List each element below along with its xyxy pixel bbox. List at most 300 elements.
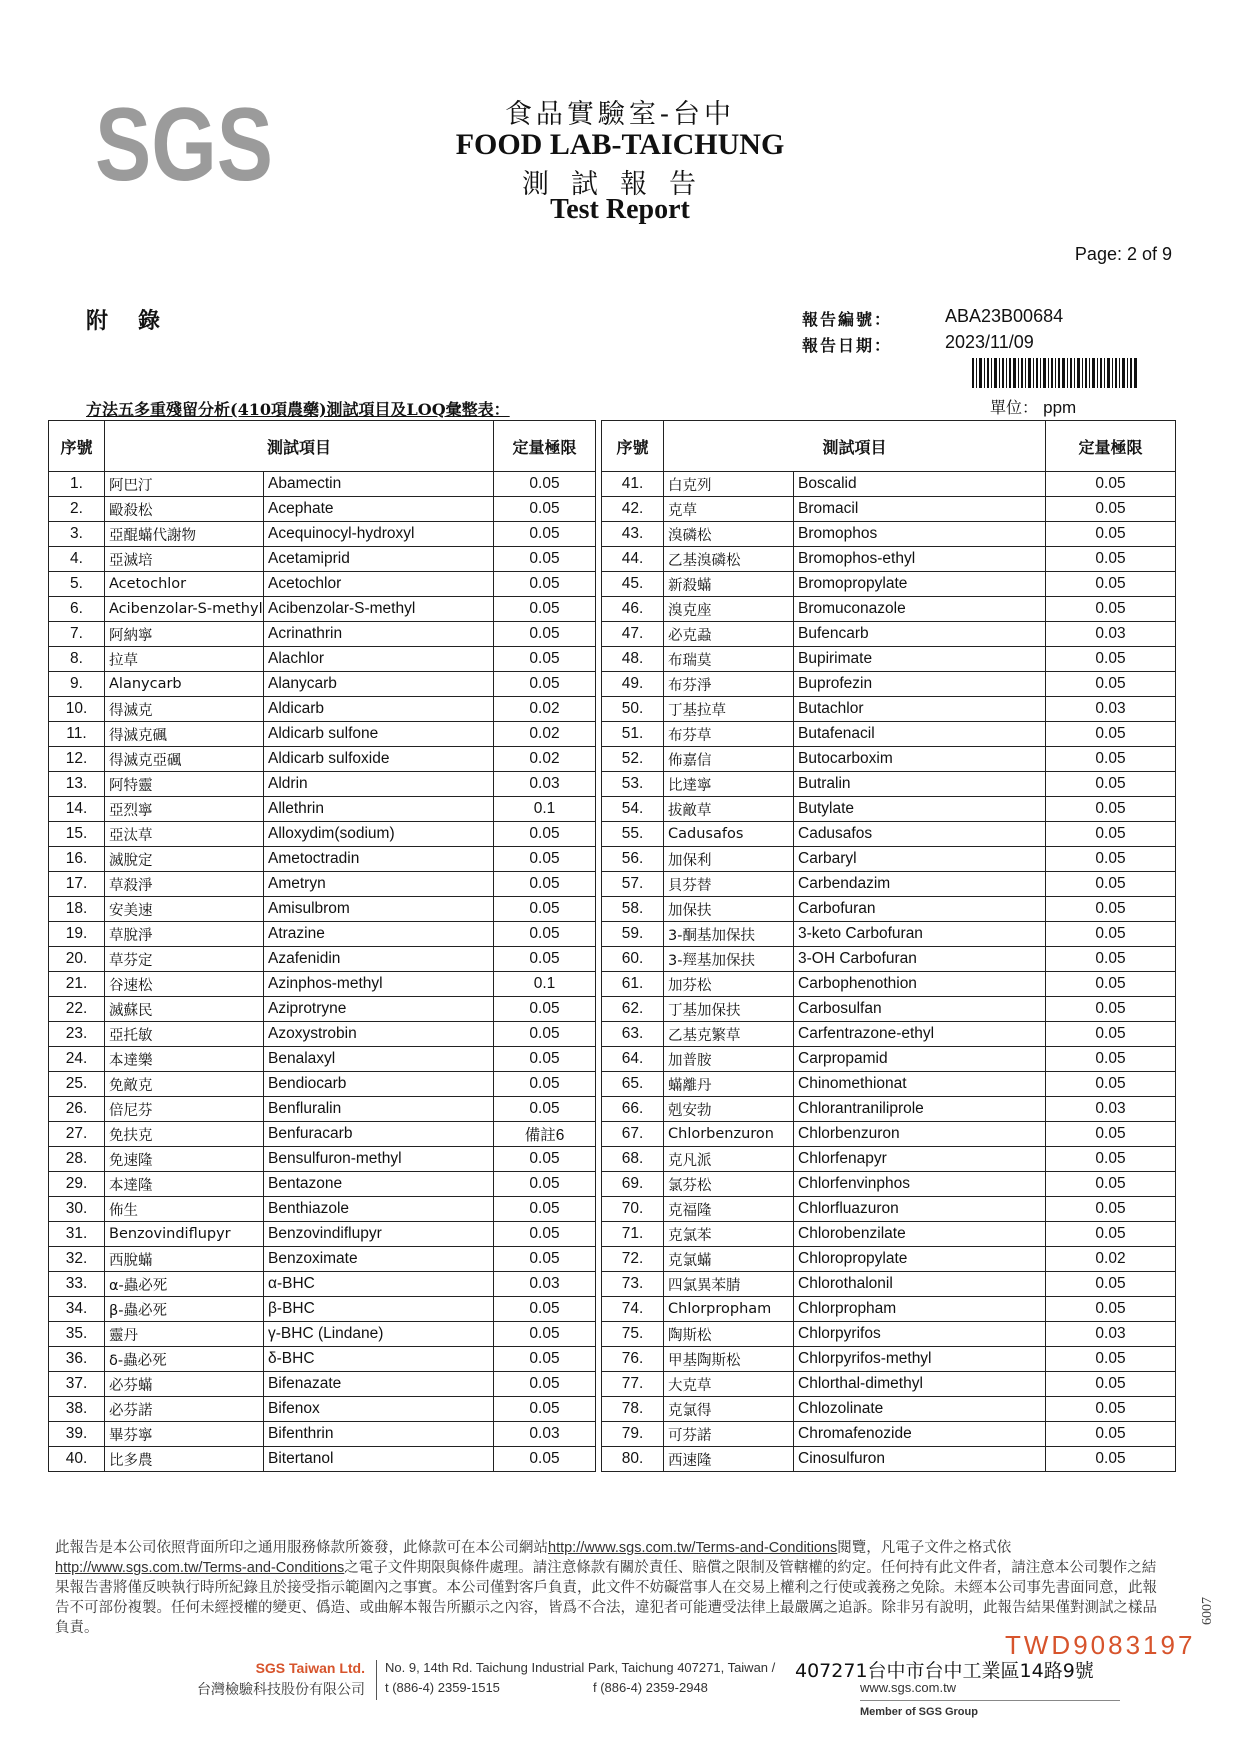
header-no: 序號 xyxy=(49,421,105,472)
table-row xyxy=(49,922,596,947)
sgs-logo xyxy=(95,87,275,203)
row-number: 14. xyxy=(49,797,105,822)
table-row xyxy=(602,1197,1176,1222)
english-name: Ametoctradin xyxy=(264,847,494,872)
chinese-name: 加保扶 xyxy=(664,897,794,922)
english-name: γ-BHC (Lindane) xyxy=(264,1322,494,1347)
table-row xyxy=(49,1347,596,1372)
row-number: 78. xyxy=(602,1397,664,1422)
english-name: 3-keto Carbofuran xyxy=(794,922,1046,947)
loq-value: 0.05 xyxy=(1046,897,1176,922)
english-name: Bentazone xyxy=(264,1172,494,1197)
loq-value: 0.05 xyxy=(494,547,596,572)
english-name: Chinomethionat xyxy=(794,1072,1046,1097)
chinese-name: 丁基拉草 xyxy=(664,697,794,722)
english-name: Carbophenothion xyxy=(794,972,1046,997)
unit-label: 單位： xyxy=(990,398,1039,417)
lab-name-zh: 食品實驗室-台中 xyxy=(504,99,736,130)
report-title-zh: 測試報告 xyxy=(522,169,718,200)
chinese-name: 克氯蟎 xyxy=(664,1247,794,1272)
row-number: 72. xyxy=(602,1247,664,1272)
table-row xyxy=(49,597,596,622)
side-number: 6007 xyxy=(1200,1597,1215,1625)
row-number: 58. xyxy=(602,897,664,922)
english-name: Azoxystrobin xyxy=(264,1022,494,1047)
table-row xyxy=(49,672,596,697)
loq-value: 0.05 xyxy=(494,847,596,872)
row-number: 22. xyxy=(49,997,105,1022)
chinese-name: Chlorpropham xyxy=(664,1297,794,1322)
english-name: Azinphos-methyl xyxy=(264,972,494,997)
loq-value: 0.05 xyxy=(494,672,596,697)
table-row xyxy=(602,1172,1176,1197)
loq-value: 0.05 xyxy=(1046,597,1176,622)
table-row xyxy=(602,1372,1176,1397)
table-row xyxy=(602,897,1176,922)
row-number: 37. xyxy=(49,1372,105,1397)
table-row xyxy=(602,947,1176,972)
english-name: Chlorthal-dimethyl xyxy=(794,1372,1046,1397)
loq-value: 0.05 xyxy=(1046,1347,1176,1372)
row-number: 38. xyxy=(49,1397,105,1422)
chinese-name: 阿特靈 xyxy=(105,772,264,797)
english-name: Aldrin xyxy=(264,772,494,797)
loq-value: 0.05 xyxy=(494,647,596,672)
english-name: Acrinathrin xyxy=(264,622,494,647)
row-number: 23. xyxy=(49,1022,105,1047)
english-name: Ametryn xyxy=(264,872,494,897)
table-row xyxy=(602,1272,1176,1297)
table-row xyxy=(602,822,1176,847)
table-row xyxy=(602,872,1176,897)
chinese-name: 草芬定 xyxy=(105,947,264,972)
table-row xyxy=(602,572,1176,597)
table-row xyxy=(49,522,596,547)
website-link[interactable]: www.sgs.com.tw xyxy=(860,1680,957,1695)
document-serial: TWD9083197 xyxy=(1005,1630,1196,1660)
row-number: 4. xyxy=(49,547,105,572)
loq-value: 0.05 xyxy=(1046,1222,1176,1247)
chinese-name: 溴克座 xyxy=(664,597,794,622)
english-name: Chlorfluazuron xyxy=(794,1197,1046,1222)
chinese-name: 必克蝨 xyxy=(664,622,794,647)
loq-value: 0.05 xyxy=(1046,847,1176,872)
loq-value: 0.05 xyxy=(1046,822,1176,847)
chinese-name: 亞托敏 xyxy=(105,1022,264,1047)
loq-value: 0.05 xyxy=(1046,472,1176,497)
chinese-name: 加芬松 xyxy=(664,972,794,997)
row-number: 1. xyxy=(49,472,105,497)
loq-value: 0.05 xyxy=(494,472,596,497)
disclaimer xyxy=(55,1538,1170,1638)
row-number: 52. xyxy=(602,747,664,772)
english-name: Carbosulfan xyxy=(794,997,1046,1022)
chinese-name: 本達樂 xyxy=(105,1047,264,1072)
barcode xyxy=(972,358,1137,388)
english-name: Carpropamid xyxy=(794,1047,1046,1072)
row-number: 49. xyxy=(602,672,664,697)
table-row xyxy=(49,997,596,1022)
loq-value: 0.03 xyxy=(1046,1097,1176,1122)
loq-value: 0.05 xyxy=(494,1247,596,1272)
chinese-name: 丁基加保扶 xyxy=(664,997,794,1022)
fax: f (886-4) 2359-2948 xyxy=(593,1680,708,1695)
table-row xyxy=(602,1422,1176,1447)
loq-value: 0.05 xyxy=(1046,1397,1176,1422)
chinese-name: 得滅克碸 xyxy=(105,722,264,747)
loq-value: 0.05 xyxy=(494,1447,596,1472)
row-number: 43. xyxy=(602,522,664,547)
row-number: 20. xyxy=(49,947,105,972)
english-name: Bromuconazole xyxy=(794,597,1046,622)
header-no: 序號 xyxy=(602,421,664,472)
table-row xyxy=(602,797,1176,822)
loq-value: 0.05 xyxy=(494,947,596,972)
header-item: 測試項目 xyxy=(105,421,494,472)
loq-value: 0.05 xyxy=(1046,872,1176,897)
appendix-title: 附錄 xyxy=(86,308,191,334)
row-number: 75. xyxy=(602,1322,664,1347)
table-row xyxy=(602,997,1176,1022)
loq-value: 0.05 xyxy=(494,522,596,547)
english-name: Carbaryl xyxy=(794,847,1046,872)
loq-value: 0.05 xyxy=(1046,647,1176,672)
chinese-name: 佈嘉信 xyxy=(664,747,794,772)
english-name: Carbofuran xyxy=(794,897,1046,922)
english-name: Bifenthrin xyxy=(264,1422,494,1447)
report-date-label: 報告日期： xyxy=(802,336,893,355)
table-row xyxy=(49,1097,596,1122)
chinese-name: 剋安勃 xyxy=(664,1097,794,1122)
row-number: 48. xyxy=(602,647,664,672)
chinese-name: 草殺淨 xyxy=(105,872,264,897)
loq-value: 0.05 xyxy=(494,1222,596,1247)
row-number: 25. xyxy=(49,1072,105,1097)
row-number: 24. xyxy=(49,1047,105,1072)
loq-value: 0.05 xyxy=(1046,1122,1176,1147)
loq-value: 0.05 xyxy=(494,572,596,597)
loq-value: 0.05 xyxy=(494,1297,596,1322)
chinese-name: 免扶克 xyxy=(105,1122,264,1147)
row-number: 33. xyxy=(49,1272,105,1297)
english-name: Alanycarb xyxy=(264,672,494,697)
loq-value: 0.05 xyxy=(494,1197,596,1222)
row-number: 16. xyxy=(49,847,105,872)
row-number: 8. xyxy=(49,647,105,672)
english-name: Chlorpyrifos-methyl xyxy=(794,1347,1046,1372)
loq-value: 0.05 xyxy=(494,1172,596,1197)
table-row xyxy=(49,747,596,772)
english-name: Benzovindiflupyr xyxy=(264,1222,494,1247)
chinese-name: 可芬諾 xyxy=(664,1422,794,1447)
english-name: Bromacil xyxy=(794,497,1046,522)
loq-value: 0.05 xyxy=(1046,772,1176,797)
loq-value: 0.05 xyxy=(494,872,596,897)
loq-value: 0.1 xyxy=(494,972,596,997)
loq-value: 0.03 xyxy=(1046,622,1176,647)
table-row xyxy=(49,622,596,647)
row-number: 71. xyxy=(602,1222,664,1247)
english-name: Aziprotryne xyxy=(264,997,494,1022)
chinese-name: 克福隆 xyxy=(664,1197,794,1222)
table-row xyxy=(49,472,596,497)
table-row xyxy=(49,722,596,747)
row-number: 79. xyxy=(602,1422,664,1447)
lab-name-en: FOOD LAB-TAICHUNG xyxy=(455,128,785,161)
loq-value: 0.03 xyxy=(494,1272,596,1297)
chinese-name: 阿納寧 xyxy=(105,622,264,647)
table-row xyxy=(49,1022,596,1047)
english-name: Alachlor xyxy=(264,647,494,672)
row-number: 80. xyxy=(602,1447,664,1472)
chinese-name: Alanycarb xyxy=(105,672,264,697)
row-number: 29. xyxy=(49,1172,105,1197)
row-number: 11. xyxy=(49,722,105,747)
table-row xyxy=(602,522,1176,547)
chinese-name: 安美速 xyxy=(105,897,264,922)
row-number: 21. xyxy=(49,972,105,997)
english-name: Bifenox xyxy=(264,1397,494,1422)
row-number: 18. xyxy=(49,897,105,922)
row-number: 77. xyxy=(602,1372,664,1397)
terms-link-2[interactable]: http://www.sgs.com.tw/Terms-and-Conditions xyxy=(55,1560,345,1576)
disclaimer-text-1: 此報告是本公司依照背面所印之通用服務條款所簽發，此條款可在本公司網站 xyxy=(55,1540,548,1556)
english-name: Cadusafos xyxy=(794,822,1046,847)
english-name: Butachlor xyxy=(794,697,1046,722)
header-item: 測試項目 xyxy=(664,421,1046,472)
english-name: Chlorbenzuron xyxy=(794,1122,1046,1147)
loq-value: 0.05 xyxy=(494,1097,596,1122)
row-number: 32. xyxy=(49,1247,105,1272)
loq-value: 0.02 xyxy=(1046,1247,1176,1272)
company-name-en: SGS Taiwan Ltd. xyxy=(255,1660,365,1676)
row-number: 44. xyxy=(602,547,664,572)
table-row xyxy=(602,1122,1176,1147)
table-row xyxy=(49,1447,596,1472)
row-number: 42. xyxy=(602,497,664,522)
table-row xyxy=(602,1297,1176,1322)
english-name: Butylate xyxy=(794,797,1046,822)
row-number: 60. xyxy=(602,947,664,972)
table-header-row xyxy=(49,421,596,472)
chinese-name: 靈丹 xyxy=(105,1322,264,1347)
english-name: Azafenidin xyxy=(264,947,494,972)
table-row xyxy=(602,472,1176,497)
loq-value: 0.05 xyxy=(494,1022,596,1047)
english-name: Chlorfenapyr xyxy=(794,1147,1046,1172)
chinese-name: 滅脫定 xyxy=(105,847,264,872)
table-row xyxy=(49,822,596,847)
table-row xyxy=(602,1397,1176,1422)
english-name: Chlorantraniliprole xyxy=(794,1097,1046,1122)
english-name: Acetamiprid xyxy=(264,547,494,572)
table-row xyxy=(49,897,596,922)
chinese-name: 比達寧 xyxy=(664,772,794,797)
row-number: 61. xyxy=(602,972,664,997)
loq-value: 0.03 xyxy=(494,1422,596,1447)
chinese-name: Chlorbenzuron xyxy=(664,1122,794,1147)
english-name: Atrazine xyxy=(264,922,494,947)
loq-value: 0.05 xyxy=(1046,1022,1176,1047)
chinese-name: 必芬諾 xyxy=(105,1397,264,1422)
chinese-name: δ-蟲必死 xyxy=(105,1347,264,1372)
chinese-name: 加普胺 xyxy=(664,1047,794,1072)
english-name: Amisulbrom xyxy=(264,897,494,922)
table-row xyxy=(602,1147,1176,1172)
report-no-value: ABA23B00684 xyxy=(945,306,1064,326)
footer-company xyxy=(165,1660,365,1699)
loq-value: 0.05 xyxy=(1046,1072,1176,1097)
loq-value: 0.03 xyxy=(1046,697,1176,722)
loq-value: 0.05 xyxy=(494,1047,596,1072)
chinese-name: 布芬淨 xyxy=(664,672,794,697)
english-name: Aldicarb xyxy=(264,697,494,722)
chinese-name: 滅蘇民 xyxy=(105,997,264,1022)
table-row xyxy=(602,922,1176,947)
table-row xyxy=(49,1072,596,1097)
loq-value: 0.05 xyxy=(1046,1047,1176,1072)
row-number: 69. xyxy=(602,1172,664,1197)
table-row xyxy=(49,1322,596,1347)
english-name: Bensulfuron-methyl xyxy=(264,1147,494,1172)
table-row xyxy=(602,1072,1176,1097)
row-number: 56. xyxy=(602,847,664,872)
table-row xyxy=(49,972,596,997)
chinese-name: Cadusafos xyxy=(664,822,794,847)
loq-value: 0.05 xyxy=(494,497,596,522)
english-name: Bitertanol xyxy=(264,1447,494,1472)
row-number: 41. xyxy=(602,472,664,497)
table-row xyxy=(602,672,1176,697)
row-number: 35. xyxy=(49,1322,105,1347)
loq-value: 0.05 xyxy=(1046,797,1176,822)
chinese-name: 得滅克亞碸 xyxy=(105,747,264,772)
english-name: Benzoximate xyxy=(264,1247,494,1272)
chinese-name: 白克列 xyxy=(664,472,794,497)
table-row xyxy=(49,1147,596,1172)
chinese-name: 谷速松 xyxy=(105,972,264,997)
table-row xyxy=(49,1372,596,1397)
chinese-name: 倍尼芬 xyxy=(105,1097,264,1122)
chinese-name: 亞汰草 xyxy=(105,822,264,847)
table-row xyxy=(49,1247,596,1272)
loq-value: 0.05 xyxy=(1046,972,1176,997)
english-name: α-BHC xyxy=(264,1272,494,1297)
loq-value: 0.1 xyxy=(494,797,596,822)
report-no-label: 報告編號： xyxy=(802,310,893,329)
loq-value: 0.05 xyxy=(1046,1197,1176,1222)
table-row xyxy=(49,1222,596,1247)
row-number: 6. xyxy=(49,597,105,622)
row-number: 3. xyxy=(49,522,105,547)
row-number: 65. xyxy=(602,1072,664,1097)
chinese-name: 阿巴汀 xyxy=(105,472,264,497)
table-row xyxy=(602,1097,1176,1122)
table-row xyxy=(49,1297,596,1322)
row-number: 17. xyxy=(49,872,105,897)
chinese-name: 毆殺松 xyxy=(105,497,264,522)
row-number: 68. xyxy=(602,1147,664,1172)
loq-value: 0.05 xyxy=(494,597,596,622)
table-row xyxy=(602,1047,1176,1072)
chinese-name: 溴磷松 xyxy=(664,522,794,547)
chinese-name: 得滅克 xyxy=(105,697,264,722)
english-name: Buprofezin xyxy=(794,672,1046,697)
chinese-name: 克氯苯 xyxy=(664,1222,794,1247)
chinese-name: 草脫淨 xyxy=(105,922,264,947)
row-number: 59. xyxy=(602,922,664,947)
report-date-value: 2023/11/09 xyxy=(945,332,1034,352)
english-name: Acequinocyl-hydroxyl xyxy=(264,522,494,547)
english-name: Cinosulfuron xyxy=(794,1447,1046,1472)
chinese-name: Acibenzolar-S-methyl xyxy=(105,597,264,622)
english-name: Acetochlor xyxy=(264,572,494,597)
chinese-name: 亞滅培 xyxy=(105,547,264,572)
english-name: Bromopropylate xyxy=(794,572,1046,597)
report-title-en: Test Report xyxy=(550,194,690,225)
chinese-name: 畢芬寧 xyxy=(105,1422,264,1447)
row-number: 76. xyxy=(602,1347,664,1372)
table-row xyxy=(602,647,1176,672)
english-name: Chlorpyrifos xyxy=(794,1322,1046,1347)
row-number: 39. xyxy=(49,1422,105,1447)
table-row xyxy=(602,497,1176,522)
loq-value: 0.05 xyxy=(494,622,596,647)
row-number: 13. xyxy=(49,772,105,797)
terms-link-1[interactable]: http://www.sgs.com.tw/Terms-and-Conditions xyxy=(548,1540,838,1556)
member-of-sgs: Member of SGS Group xyxy=(860,1706,978,1718)
english-name: Chloropropylate xyxy=(794,1247,1046,1272)
chinese-name: 克凡派 xyxy=(664,1147,794,1172)
row-number: 28. xyxy=(49,1147,105,1172)
chinese-name: 氯芬松 xyxy=(664,1172,794,1197)
chinese-name: 陶斯松 xyxy=(664,1322,794,1347)
loq-value: 0.05 xyxy=(1046,497,1176,522)
table-row xyxy=(602,1347,1176,1372)
table-row xyxy=(49,947,596,972)
row-number: 55. xyxy=(602,822,664,847)
row-number: 64. xyxy=(602,1047,664,1072)
loq-value: 0.05 xyxy=(1046,1272,1176,1297)
table-row xyxy=(49,547,596,572)
english-name: 3-OH Carbofuran xyxy=(794,947,1046,972)
english-name: Carfentrazone-ethyl xyxy=(794,1022,1046,1047)
english-name: δ-BHC xyxy=(264,1347,494,1372)
loq-value: 0.05 xyxy=(1046,672,1176,697)
unit-value: ppm xyxy=(1043,398,1077,417)
chinese-name: 西速隆 xyxy=(664,1447,794,1472)
table-header-row xyxy=(602,421,1176,472)
chinese-name: 大克草 xyxy=(664,1372,794,1397)
row-number: 47. xyxy=(602,622,664,647)
loq-value: 0.05 xyxy=(1046,572,1176,597)
row-number: 7. xyxy=(49,622,105,647)
loq-value: 0.05 xyxy=(494,897,596,922)
chinese-name: 必芬蟎 xyxy=(105,1372,264,1397)
table-row xyxy=(49,1197,596,1222)
english-name: Butralin xyxy=(794,772,1046,797)
loq-value: 0.03 xyxy=(1046,1322,1176,1347)
row-number: 46. xyxy=(602,597,664,622)
english-name: Aldicarb sulfone xyxy=(264,722,494,747)
row-number: 54. xyxy=(602,797,664,822)
chinese-name: 布芬草 xyxy=(664,722,794,747)
row-number: 36. xyxy=(49,1347,105,1372)
loq-value: 0.05 xyxy=(1046,722,1176,747)
chinese-name: 拉草 xyxy=(105,647,264,672)
address-zh: 407271台中市台中工業區14路9號 xyxy=(795,1660,1094,1682)
english-name: Chlorobenzilate xyxy=(794,1222,1046,1247)
